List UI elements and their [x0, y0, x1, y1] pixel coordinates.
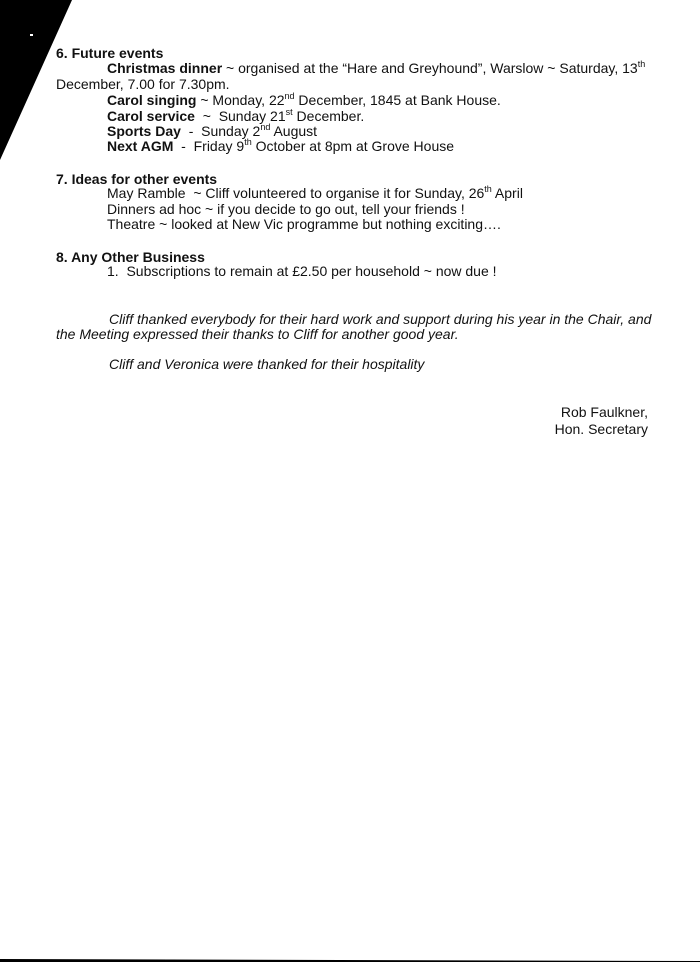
idea-detail: April	[491, 185, 523, 201]
ordinal-suffix: nd	[284, 91, 295, 101]
thanks-line-1	[109, 311, 651, 327]
carol-singing-line	[107, 92, 501, 108]
event-label: Christmas dinner	[107, 60, 223, 76]
section-number: 8.	[56, 249, 68, 265]
ordinal-suffix: nd	[260, 122, 271, 132]
event-detail: - Friday 9	[173, 138, 245, 154]
dinners-line	[107, 201, 465, 217]
event-detail: December, 7.00 for 7.30pm.	[56, 76, 230, 92]
theatre-line	[107, 216, 501, 232]
christmas-dinner-line	[107, 60, 645, 76]
closing-text: the Meeting expressed their thanks to Cliff for another good year.	[56, 326, 459, 342]
carol-service-line	[107, 108, 364, 124]
event-label: Carol service	[107, 108, 195, 124]
subscriptions-line	[107, 263, 497, 279]
signatory-name: Rob Faulkner,	[560, 404, 648, 420]
idea-detail: Theatre ~ looked at New Vic programme but nothing exciting….	[107, 216, 501, 232]
ordinal-suffix: th	[244, 137, 252, 147]
may-ramble-line	[107, 185, 523, 201]
hospitality-line	[109, 356, 424, 372]
section-6-heading	[56, 45, 163, 61]
event-detail: ~ Sunday 21	[194, 108, 286, 124]
event-detail: ~ Monday, 22	[196, 92, 285, 108]
section-number: 7.	[56, 171, 68, 187]
section-number: 6.	[56, 45, 68, 61]
event-detail: ~ organised at the “Hare and Greyhound”, Warslow ~ Saturday, 13	[222, 60, 638, 76]
event-label: Sports Day	[107, 123, 181, 139]
event-detail: October at 8pm at Grove House	[251, 138, 455, 154]
closing-text: Cliff and Veronica were thanked for their hospitality	[109, 356, 425, 372]
idea-detail: May Ramble ~ Cliff volunteered to organise it for Sunday, 26	[107, 185, 485, 201]
ordinal-suffix: th	[484, 184, 492, 194]
ordinal-suffix: st	[285, 107, 293, 117]
event-label: Next AGM	[107, 138, 174, 154]
ordinal-suffix: th	[637, 59, 646, 69]
christmas-dinner-continuation	[56, 76, 230, 92]
thanks-line-2	[56, 326, 459, 342]
signatory-title: Hon. Secretary	[554, 421, 648, 437]
idea-detail: Dinners ad hoc ~ if you decide to go out, tell your friends !	[107, 201, 465, 217]
event-detail: August	[270, 123, 318, 139]
section-title: Any Other Business	[71, 249, 205, 265]
business-item: 1. Subscriptions to remain at £2.50 per household ~ now due !	[107, 263, 497, 279]
event-detail: December, 1845 at Bank House.	[294, 92, 501, 108]
next-agm-line	[107, 138, 454, 154]
event-detail: December.	[292, 108, 365, 124]
event-label: Carol singing	[107, 92, 197, 108]
section-title: Future events	[71, 45, 164, 61]
signature-name	[561, 404, 648, 420]
signature-title	[555, 421, 648, 437]
closing-text: Cliff thanked everybody for their hard work and support during his year in the Chair, and	[109, 311, 652, 327]
section-title: Ideas for other events	[71, 171, 218, 187]
sports-day-line	[107, 123, 317, 139]
event-detail: - Sunday 2	[180, 123, 261, 139]
